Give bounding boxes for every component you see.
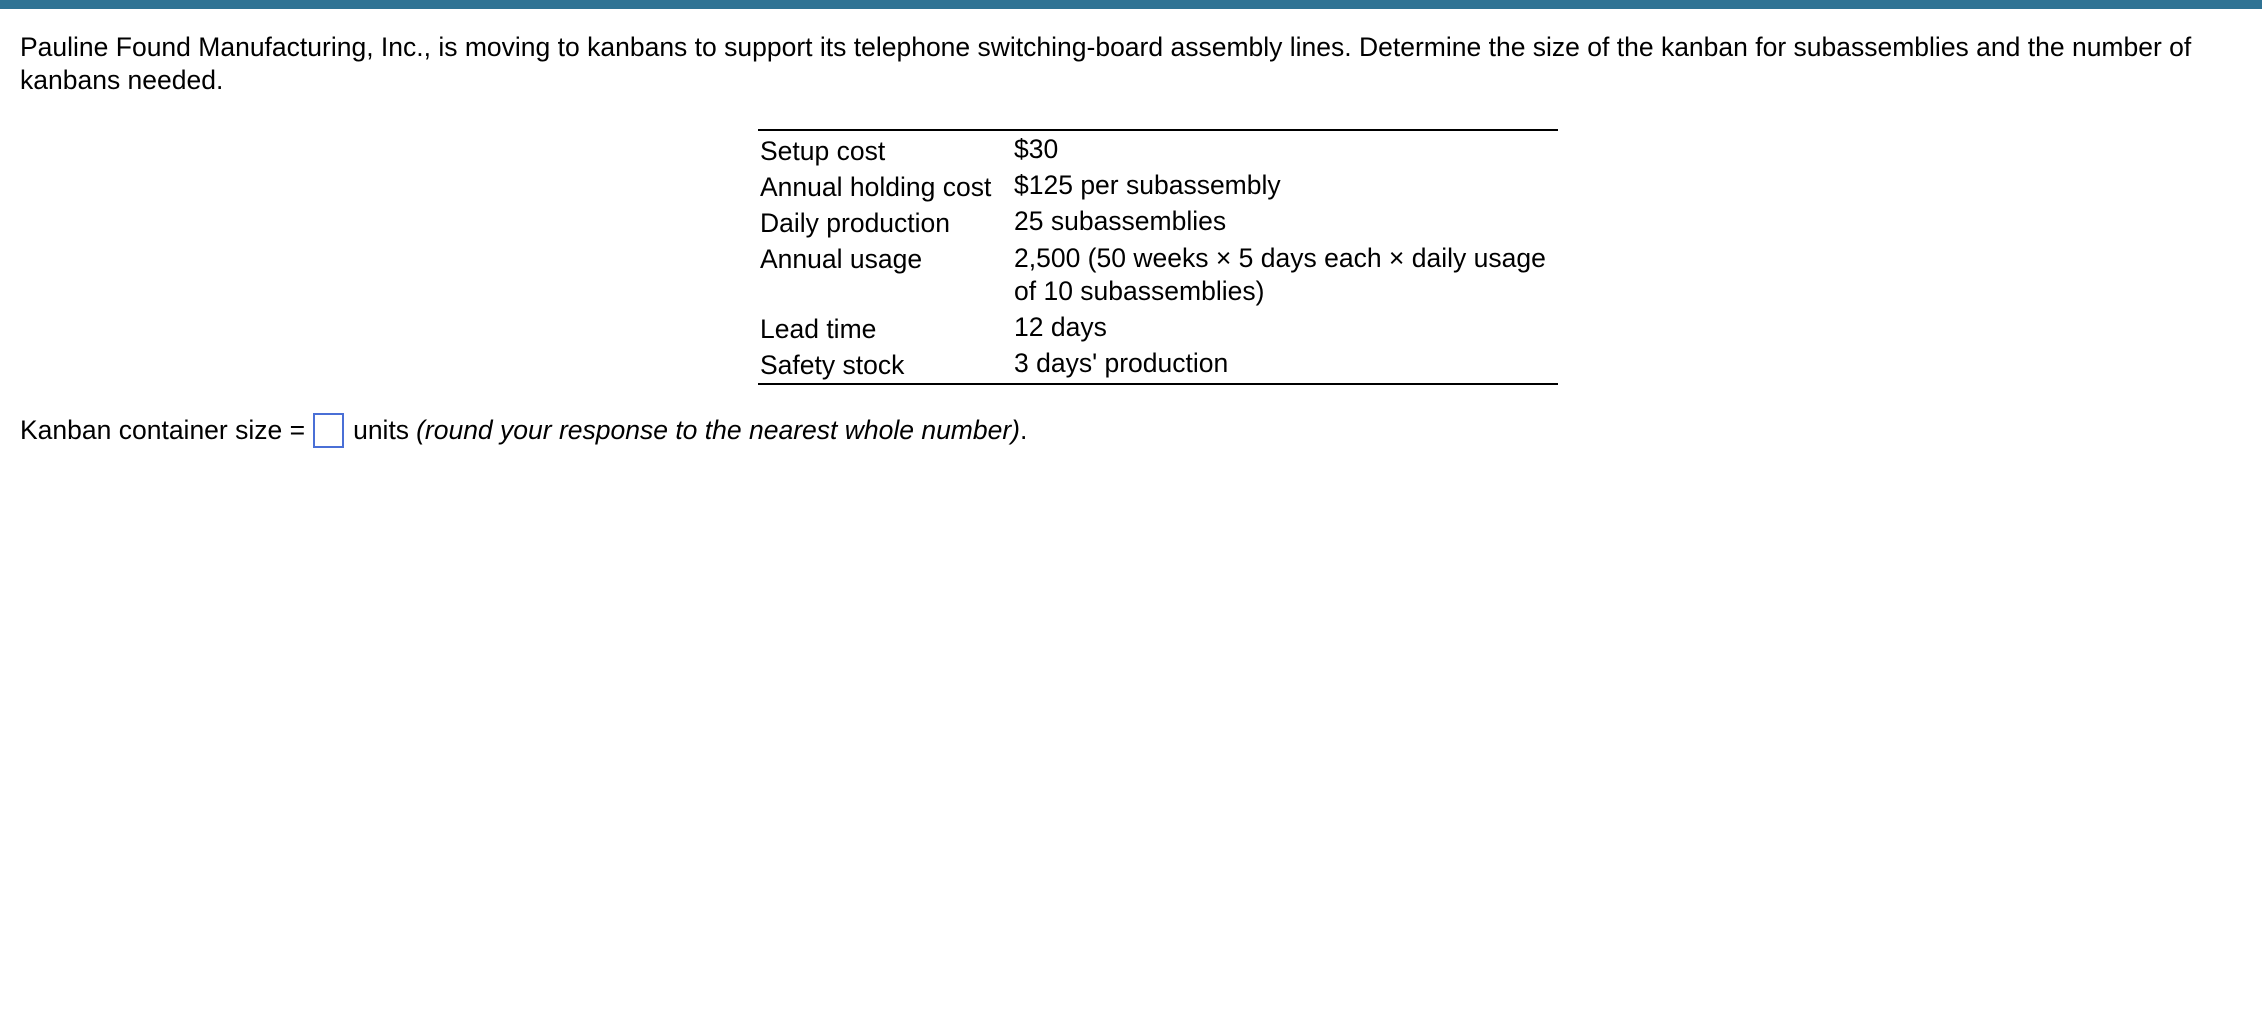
row-value: $125 per subassembly <box>1014 170 1281 200</box>
row-value: 12 days <box>1014 312 1107 342</box>
table-row <box>758 311 1558 347</box>
row-label: Setup cost <box>760 136 886 166</box>
answer-prefix: Kanban container size = <box>20 414 306 445</box>
answer-line <box>20 410 1027 450</box>
row-value: 2,500 (50 weeks × 5 days each × daily usage of 10 subassemblies) <box>1014 243 1546 306</box>
row-label: Annual holding cost <box>760 172 992 202</box>
row-label: Safety stock <box>760 350 905 380</box>
table-row <box>758 241 1558 311</box>
row-value: $30 <box>1014 134 1059 164</box>
table-row <box>758 169 1558 205</box>
table-row <box>758 130 1558 169</box>
answer-period: . <box>1020 414 1028 445</box>
row-label: Daily production <box>760 208 951 238</box>
row-label: Lead time <box>760 314 877 344</box>
table-row <box>758 347 1558 384</box>
problem-statement: Pauline Found Manufacturing, Inc., is moving to kanbans to support its telephone switching-board assembly lines. Determine the size of the kanban for subassemblies and the number of kanbans needed. <box>20 32 2192 95</box>
data-table <box>758 129 1558 385</box>
row-value: 3 days' production <box>1014 348 1229 378</box>
answer-units: units <box>353 414 410 445</box>
table-row <box>758 205 1558 241</box>
row-value: 25 subassemblies <box>1014 206 1227 236</box>
kanban-size-input[interactable] <box>313 413 344 448</box>
row-label: Annual usage <box>760 244 923 274</box>
top-accent-bar <box>0 0 2262 9</box>
rounding-hint: (round your response to the nearest whole number) <box>416 414 1021 445</box>
